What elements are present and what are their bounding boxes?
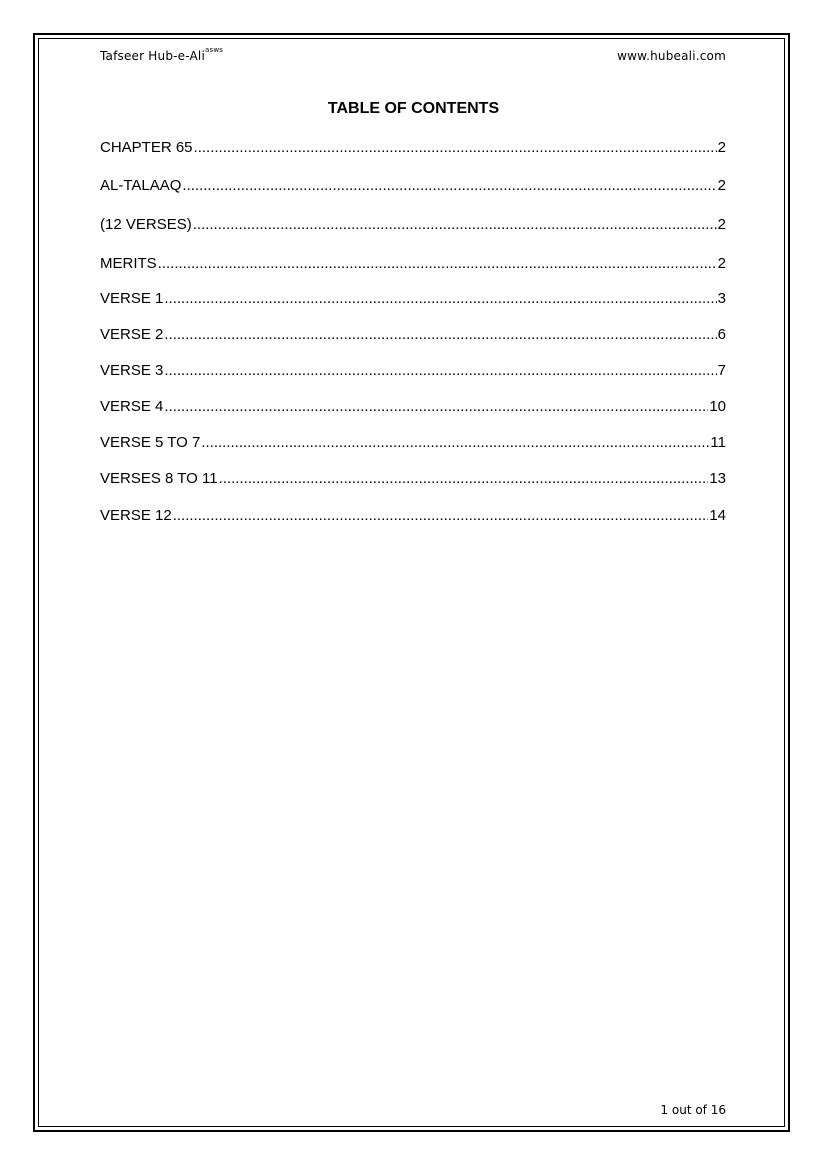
toc-dot-leader: [193, 216, 717, 234]
toc-entry-page: 6: [717, 326, 726, 343]
toc-entry-label: VERSES 8 TO 11: [100, 470, 218, 487]
toc-dot-leader: [194, 139, 717, 157]
header-title: [100, 46, 224, 63]
toc-entry-label: (12 VERSES): [100, 216, 192, 233]
toc-entry-label: AL-TALAAQ: [100, 177, 182, 194]
toc-dot-leader: [182, 177, 716, 195]
toc-entry-merits[interactable]: [100, 255, 726, 273]
toc-dot-leader: [164, 398, 708, 416]
toc-dot-leader: [164, 326, 716, 344]
toc-entry-page: 7: [717, 362, 726, 379]
toc-entry-12-verses[interactable]: [100, 216, 726, 234]
toc-entry-page: 11: [710, 434, 726, 451]
toc-dot-leader: [164, 290, 716, 308]
toc-entry-verses-8-to-11[interactable]: [100, 470, 726, 488]
toc-entry-label: CHAPTER 65: [100, 139, 193, 156]
toc-dot-leader: [173, 507, 709, 525]
toc-entry-verse-3[interactable]: [100, 362, 726, 380]
toc-entry-page: 3: [717, 290, 726, 307]
header-title-superscript: asws: [205, 46, 224, 54]
toc-entry-label: VERSE 3: [100, 362, 164, 379]
toc-entry-label: MERITS: [100, 255, 157, 272]
toc-entry-page: 2: [717, 216, 726, 233]
toc-entry-page: 14: [709, 507, 726, 524]
toc-entry-page: 2: [717, 255, 726, 272]
toc-heading: TABLE OF CONTENTS: [327, 100, 500, 117]
toc-entry-page: 2: [717, 177, 726, 194]
footer-page-indicator: 1 out of 16: [660, 1103, 726, 1117]
toc-dot-leader: [219, 470, 709, 488]
toc-entry-al-talaaq[interactable]: [100, 177, 726, 195]
toc-entry-verse-12[interactable]: [100, 507, 726, 525]
header-title-text: Tafseer Hub-e-Ali: [100, 49, 205, 63]
toc-entry-label: VERSE 2: [100, 326, 164, 343]
toc-entry-verse-2[interactable]: [100, 326, 726, 344]
toc-entry-label: VERSE 4: [100, 398, 164, 415]
toc-entry-page: 10: [709, 398, 726, 415]
page-border-inner: [38, 38, 785, 1127]
toc-entry-chapter-65[interactable]: [100, 139, 726, 157]
toc-entry-label: VERSE 5 TO 7: [100, 434, 201, 451]
toc-entry-verse-4[interactable]: [100, 398, 726, 416]
toc-entry-verse-1[interactable]: [100, 290, 726, 308]
toc-dot-leader: [201, 434, 709, 452]
toc-entry-label: VERSE 1: [100, 290, 164, 307]
toc-entry-page: 2: [717, 139, 726, 156]
toc-entry-label: VERSE 12: [100, 507, 172, 524]
toc-dot-leader: [164, 362, 716, 380]
header-website[interactable]: www.hubeali.com: [617, 49, 726, 63]
toc-dot-leader: [158, 255, 717, 273]
toc-entry-verse-5-to-7[interactable]: [100, 434, 726, 452]
toc-entry-page: 13: [709, 470, 726, 487]
